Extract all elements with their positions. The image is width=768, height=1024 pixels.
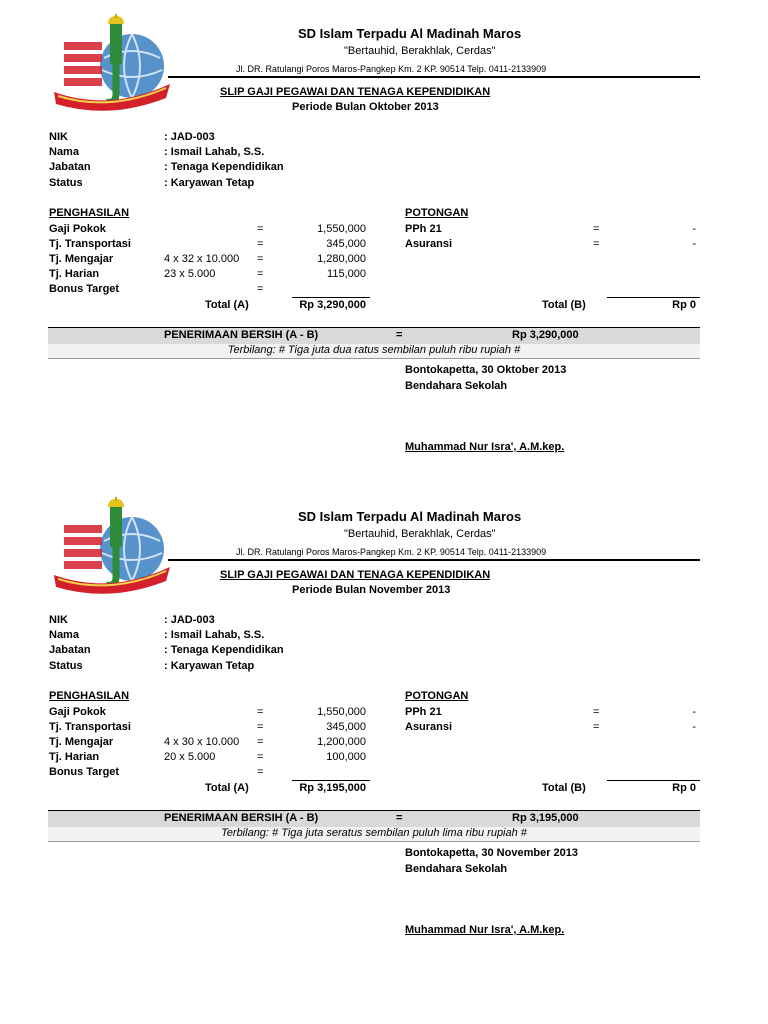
net-income-value: Rp 3,195,000 — [512, 812, 579, 824]
income-label: Tj. Harian — [49, 268, 100, 280]
nama-value: : Ismail Lahab, S.S. — [164, 629, 265, 641]
income-label: Tj. Mengajar — [49, 736, 114, 748]
deduction-equals: = — [593, 706, 600, 718]
net-income-bar — [48, 810, 700, 828]
income-equals: = — [257, 721, 264, 733]
income-equals: = — [257, 223, 264, 235]
jabatan-value: : Tenaga Kependidikan — [164, 161, 284, 173]
signer-name: Muhammad Nur Isra', A.M.kep. — [405, 441, 565, 453]
jabatan-value: : Tenaga Kependidikan — [164, 644, 284, 656]
income-equals: = — [257, 751, 264, 763]
amount-in-words-bar — [48, 827, 700, 842]
net-income-equals: = — [396, 812, 403, 824]
header-divider — [168, 559, 700, 561]
nama-label: Nama — [49, 629, 79, 641]
salary-slip — [0, 0, 768, 480]
income-equals: = — [257, 706, 264, 718]
deduction-label: PPh 21 — [405, 706, 442, 718]
deduction-value: - — [692, 238, 696, 250]
total-b-label: Total (B) — [542, 782, 586, 794]
place-date: Bontokapetta, 30 November 2013 — [405, 847, 579, 859]
nama-label: Nama — [49, 146, 79, 158]
income-label: Gaji Pokok — [49, 706, 106, 718]
school-address: Jl. DR. Ratulangi Poros Maros-Pangkep Km. 2 KP. 90514 Telp. 0411-2133909 — [236, 64, 547, 74]
net-income-value: Rp 3,290,000 — [512, 329, 579, 341]
status-label: Status — [49, 177, 83, 189]
jabatan-label: Jabatan — [49, 161, 91, 173]
amount-in-words-bar — [48, 344, 700, 359]
deduction-header: POTONGAN — [405, 690, 469, 702]
slip-period: Periode Bulan Oktober 2013 — [292, 101, 439, 113]
income-label: Tj. Transportasi — [49, 238, 131, 250]
income-equals: = — [257, 268, 264, 280]
signer-role: Bendahara Sekolah — [405, 863, 508, 875]
school-motto: "Bertauhid, Berakhlak, Cerdas" — [344, 528, 496, 540]
income-header: PENGHASILAN — [49, 690, 130, 702]
income-value: 1,550,000 — [317, 706, 366, 718]
net-income-bar — [48, 327, 700, 345]
nik-label: NIK — [49, 131, 68, 143]
slip-title: SLIP GAJI PEGAWAI DAN TENAGA KEPENDIDIKAN — [220, 569, 491, 581]
income-equals: = — [257, 283, 264, 295]
signer-name: Muhammad Nur Isra', A.M.kep. — [405, 924, 565, 936]
income-header: PENGHASILAN — [49, 207, 130, 219]
school-logo-icon — [50, 497, 174, 597]
deduction-label: Asuransi — [405, 238, 453, 250]
status-value: : Karyawan Tetap — [164, 177, 255, 189]
deduction-equals: = — [593, 721, 600, 733]
status-value: : Karyawan Tetap — [164, 660, 255, 672]
place-date: Bontokapetta, 30 Oktober 2013 — [405, 364, 567, 376]
income-label: Bonus Target — [49, 766, 120, 778]
total-a-line — [292, 297, 370, 298]
total-a-label: Total (A) — [205, 299, 249, 311]
deduction-equals: = — [593, 223, 600, 235]
income-label: Tj. Mengajar — [49, 253, 114, 265]
deduction-label: Asuransi — [405, 721, 453, 733]
total-b-line — [607, 780, 700, 781]
nik-value: : JAD-003 — [164, 131, 215, 143]
jabatan-label: Jabatan — [49, 644, 91, 656]
school-name: SD Islam Terpadu Al Madinah Maros — [298, 26, 522, 41]
slip-period: Periode Bulan November 2013 — [292, 584, 451, 596]
total-a-line — [292, 780, 370, 781]
school-logo-icon — [50, 14, 174, 114]
net-income-label: PENERIMAAN BERSIH (A - B) — [164, 329, 319, 341]
income-calc: 4 x 32 x 10.000 — [164, 253, 240, 265]
deduction-header: POTONGAN — [405, 207, 469, 219]
total-b-line — [607, 297, 700, 298]
deduction-label: PPh 21 — [405, 223, 442, 235]
income-value: 1,280,000 — [317, 253, 366, 265]
deduction-value: - — [692, 223, 696, 235]
total-b-value: Rp 0 — [672, 299, 696, 311]
header-divider — [168, 76, 700, 78]
income-calc: 4 x 30 x 10.000 — [164, 736, 240, 748]
income-equals: = — [257, 253, 264, 265]
deduction-value: - — [692, 706, 696, 718]
income-label: Bonus Target — [49, 283, 120, 295]
net-income-label: PENERIMAAN BERSIH (A - B) — [164, 812, 319, 824]
total-a-label: Total (A) — [205, 782, 249, 794]
nik-label: NIK — [49, 614, 68, 626]
deduction-equals: = — [593, 238, 600, 250]
amount-in-words: Terbilang: # Tiga juta seratus sembilan puluh lima ribu rupiah # — [221, 827, 527, 839]
income-value: 1,550,000 — [317, 223, 366, 235]
income-value: 345,000 — [326, 238, 366, 250]
income-equals: = — [257, 736, 264, 748]
income-value: 1,200,000 — [317, 736, 366, 748]
income-equals: = — [257, 766, 264, 778]
nama-value: : Ismail Lahab, S.S. — [164, 146, 265, 158]
total-b-label: Total (B) — [542, 299, 586, 311]
total-a-value: Rp 3,290,000 — [299, 299, 366, 311]
slip-title: SLIP GAJI PEGAWAI DAN TENAGA KEPENDIDIKAN — [220, 86, 491, 98]
school-address: Jl. DR. Ratulangi Poros Maros-Pangkep Km. 2 KP. 90514 Telp. 0411-2133909 — [236, 547, 547, 557]
signer-role: Bendahara Sekolah — [405, 380, 508, 392]
school-motto: "Bertauhid, Berakhlak, Cerdas" — [344, 45, 496, 57]
school-name: SD Islam Terpadu Al Madinah Maros — [298, 509, 522, 524]
income-calc: 23 x 5.000 — [164, 268, 216, 280]
deduction-value: - — [692, 721, 696, 733]
income-calc: 20 x 5.000 — [164, 751, 216, 763]
status-label: Status — [49, 660, 83, 672]
total-a-value: Rp 3,195,000 — [299, 782, 366, 794]
income-label: Gaji Pokok — [49, 223, 106, 235]
income-equals: = — [257, 238, 264, 250]
net-income-equals: = — [396, 329, 403, 341]
income-value: 100,000 — [326, 751, 366, 763]
income-label: Tj. Transportasi — [49, 721, 131, 733]
amount-in-words: Terbilang: # Tiga juta dua ratus sembilan puluh ribu rupiah # — [227, 344, 521, 356]
salary-slip — [0, 483, 768, 963]
income-value: 115,000 — [327, 268, 366, 280]
income-label: Tj. Harian — [49, 751, 100, 763]
nik-value: : JAD-003 — [164, 614, 215, 626]
income-value: 345,000 — [326, 721, 366, 733]
total-b-value: Rp 0 — [672, 782, 696, 794]
